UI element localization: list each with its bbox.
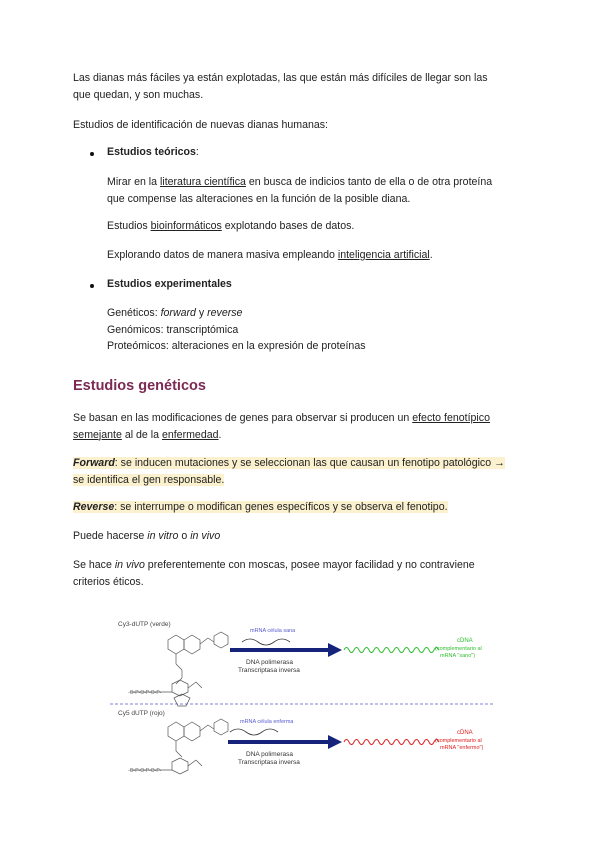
bottom-mrna-label: mRNA célula enferma — [240, 719, 294, 725]
bottom-note-1: (complementario al — [435, 738, 482, 744]
ia-link[interactable]: inteligencia artificial — [337, 249, 430, 261]
molecule-text-icon: ‑O‑P‑O‑P‑O‑P‑ — [128, 768, 162, 774]
efecto-link[interactable]: efecto fenotípico — [412, 412, 490, 424]
top-arrow-icon — [328, 643, 342, 657]
bullet-icon — [90, 284, 94, 288]
bullet-icon — [90, 152, 94, 156]
intro-paragraph — [73, 70, 488, 103]
bottom-arrow-icon — [328, 735, 342, 749]
theoretical-paragraph-1: Mirar en la literatura científica en busca de indicios tanto de ella o de otra proteína que compense las alteraciones en la función de la posible diana. — [107, 176, 493, 205]
theoretical-paragraph-2: Estudios bioinformáticos explotando bases de datos. — [107, 220, 355, 232]
molecule-text-icon: ‑O‑P‑O‑P‑O‑P‑ — [128, 690, 162, 696]
intro-line-2: que quedan, y son muchas. — [73, 88, 204, 101]
theoretical-paragraph-3: Explorando datos de manera masiva empleando inteligencia artificial. — [107, 249, 433, 261]
experimental-title: Estudios experimentales — [107, 278, 232, 290]
microarray-figure — [110, 612, 500, 782]
top-mrna-squiggle-icon — [242, 639, 290, 645]
bottom-mrna-squiggle-icon — [230, 729, 278, 735]
section-heading: Estudios genéticos — [73, 378, 206, 394]
enfermedad-link[interactable]: enfermedad — [161, 428, 219, 441]
experimental-list: Genéticos: forward y reverse Genómicos: transcriptómica Proteómicos: alteraciones en la expresión de proteínas — [107, 307, 366, 352]
studies-heading: Estudios de identificación de nuevas dianas humanas: — [73, 119, 329, 131]
top-cdna-wave-icon — [344, 648, 439, 653]
intro-line-1: Las dianas más fáciles ya están explotadas, las que están más difíciles de llegar son las — [73, 72, 488, 84]
bottom-note-2: mRNA "enfermo") — [440, 745, 484, 751]
top-enzyme-2: Transcriptasa inversa — [238, 667, 300, 674]
top-enzyme-1: DNA polimerasa — [246, 659, 293, 666]
top-note-1: (complementario al — [435, 646, 482, 652]
top-mrna-label: mRNA célula sana — [250, 628, 296, 634]
top-label: Cy3-dUTP (verde) — [118, 621, 171, 628]
genetic-paragraph-1: Se basan en las modificaciones de genes para observar si producen un efecto fenotípico semejante al de la enfermedad. — [73, 412, 490, 441]
semejante-link[interactable]: semejante — [73, 428, 122, 441]
forward-paragraph: Forward: se inducen mutaciones y se seleccionan las que causan un fenotipo patológico → se identifica el gen responsable. — [73, 457, 505, 486]
vitro-paragraph: Puede hacerse in vitro o in vivo — [73, 530, 221, 542]
bottom-enzyme-2: Transcriptasa inversa — [238, 759, 300, 766]
top-note-2: mRNA "sano") — [440, 653, 476, 659]
literatura-link[interactable]: literatura científica — [159, 176, 246, 188]
vivo-paragraph: Se hace in vivo preferentemente con moscas, posee mayor facilidad y no contraviene criterios éticos. — [73, 559, 475, 588]
top-cdna-label: cDNA — [457, 638, 473, 644]
cy5-molecule-icon — [130, 719, 228, 774]
bottom-cdna-label: cDNA — [457, 730, 473, 736]
bioinformaticos-link[interactable]: bioinformáticos — [150, 220, 222, 232]
bottom-label: Cy5 dUTP (rojo) — [118, 710, 165, 717]
bottom-cdna-wave-icon — [344, 740, 439, 745]
bottom-enzyme-1: DNA polimerasa — [246, 751, 293, 758]
theoretical-title: Estudios teóricos: — [107, 146, 199, 158]
reverse-paragraph: Reverse: se interrumpe o modifican genes específicos y se observa el fenotipo. — [73, 501, 448, 513]
